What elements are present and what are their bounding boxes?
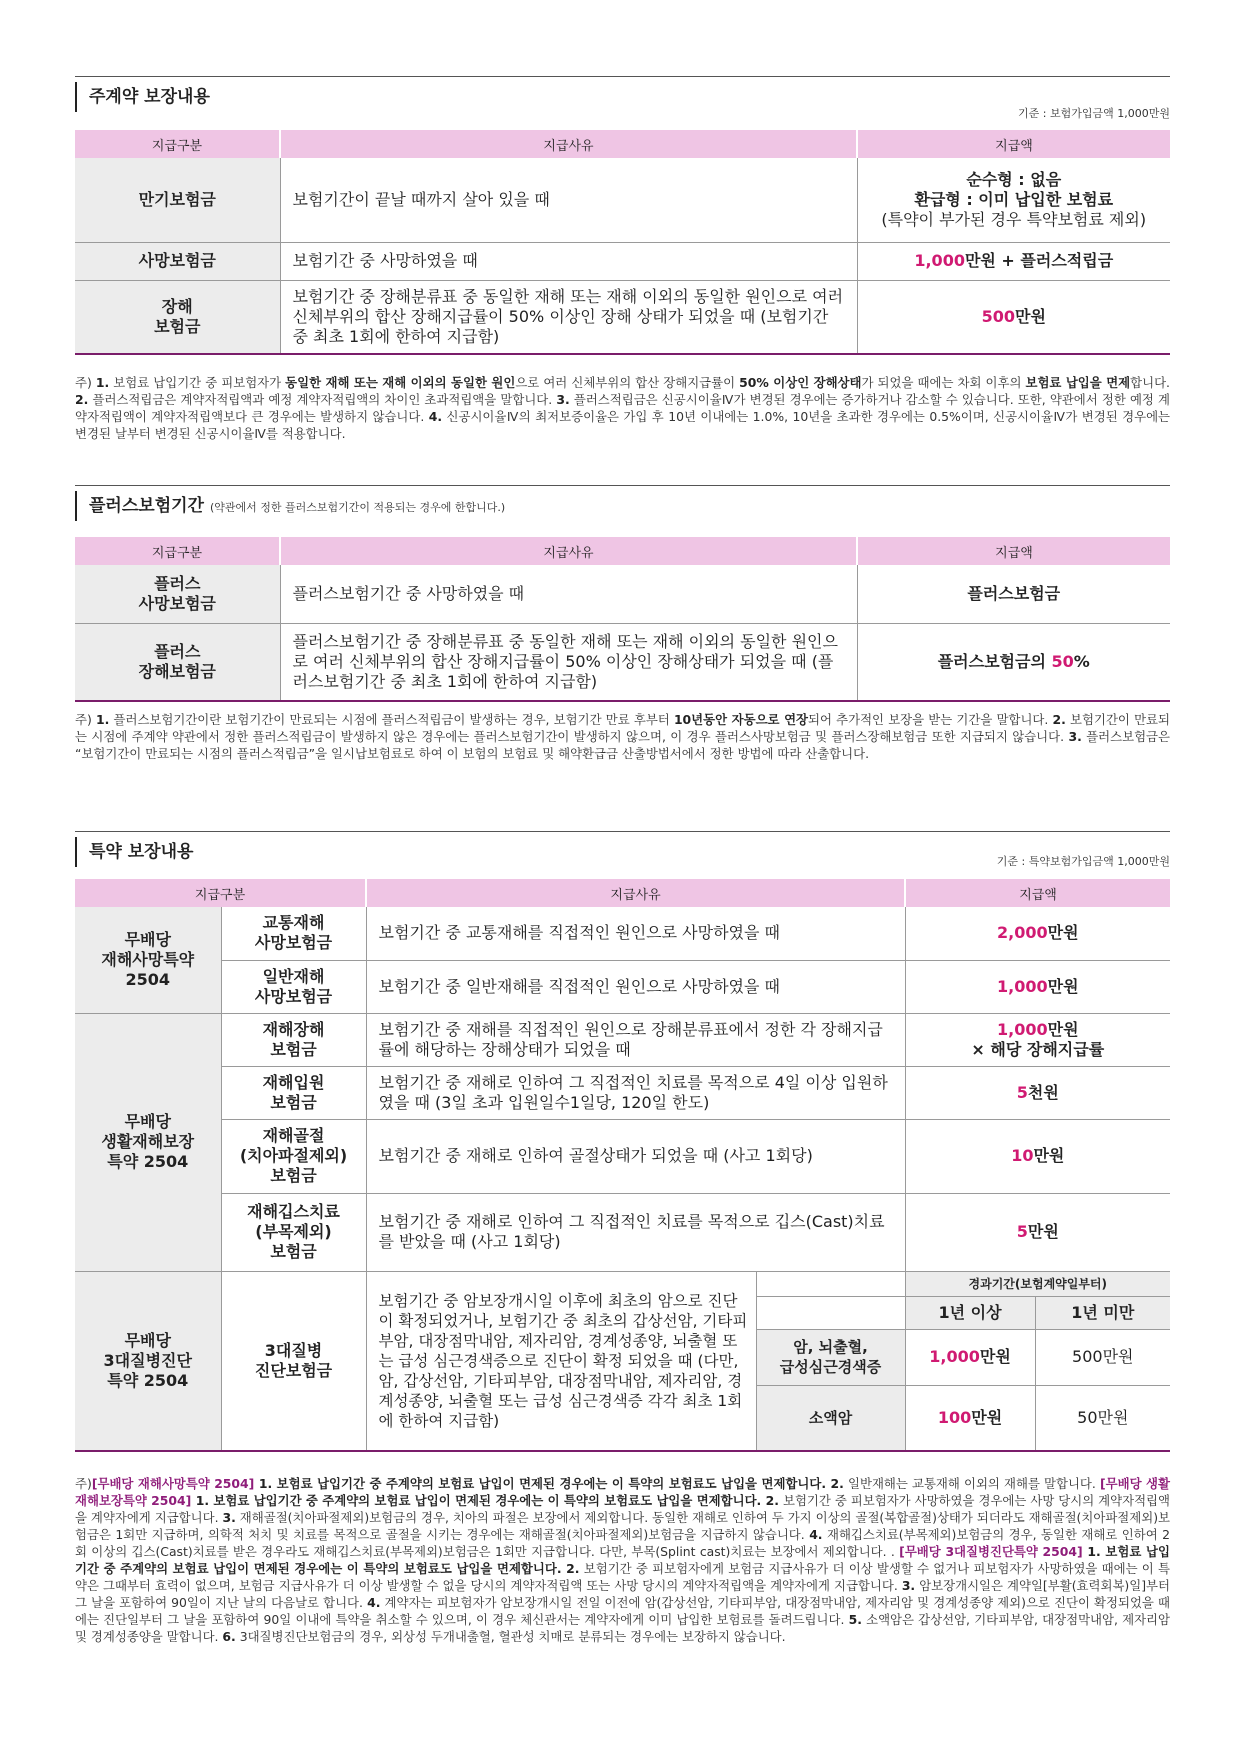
amount-unit: 만원 <box>1033 1146 1065 1165</box>
group-name-line: 특약 2504 <box>107 1152 189 1171</box>
amount-cell <box>857 623 1170 701</box>
reason-cell: 보험기간 중 일반재해를 직접적인 원인으로 사망하였을 때 <box>366 960 905 1013</box>
note-text: 가 되었을 때에는 차회 이후의 <box>861 375 1026 390</box>
reason-cell: 보험기간 중 사망하였을 때 <box>280 242 857 280</box>
main-basis: 기준 : 보험가입금액 1,000만원 <box>1018 107 1170 120</box>
disease-type-line: 암, 뇌출혈, <box>793 1338 868 1356</box>
note-prefix: 주) <box>75 375 96 390</box>
note-text: 보험기간 중 피보험자가 사망하였을 경우에는 사망 당시의 계약자적립액을 계약자에게 지급합니다. <box>75 1493 1171 1525</box>
group-name-line: 재해사망특약 <box>101 949 195 969</box>
amount-line: 순수형 : 없음 <box>966 169 1062 189</box>
note-number: 4. <box>428 409 443 424</box>
reason-cell: 보험기간 중 교통재해를 직접적인 원인으로 사망하였을 때 <box>366 907 905 960</box>
col-header-amount: 지급액 <box>857 537 1170 565</box>
note-text: 계약자는 피보험자가 암보장개시일 전일 이전에 암(갑상선암, 기타피부암, 대장점막내암, 제자리암 및 경계성종양 제외)으로 진단이 확정되었을 때에는 진단일부터 그 날을 포함하여 90일 이내에 특약을 취소할 수 있으며, 이 경우 체신관서는 계약자에게 이미 납입한 보험료를 돌려드립니다. <box>75 1595 1170 1627</box>
section-title-rider <box>75 837 193 867</box>
category-line: 보험금 <box>270 1166 317 1185</box>
amount-cell <box>905 1119 1170 1193</box>
section-rule-main <box>75 76 1170 77</box>
category-line: (부목제외) <box>255 1222 332 1241</box>
category-cell <box>221 1013 366 1066</box>
amount-value: 1,000 <box>929 1347 980 1366</box>
note-text: 재해깁스치료(부목제외)보험금의 경우, 동일한 재해로 인하여 2회 이상의 깁스(Cast)치료를 받은 경우라도 재해깁스치료(부목제외)보험금은 1회만 지급합니다. 다만, 부목(Splint cast)치료는 보장에서 제외합니다. . <box>75 1527 1170 1559</box>
note-text: 플러스보험기간이란 보험기간이 만료되는 시점에 플러스적립금이 발생하는 경우, 보험기간 만료 후부터 <box>109 712 674 727</box>
table-row <box>75 960 1170 1013</box>
amount-cell <box>905 1329 1035 1385</box>
rider-title: 특약 보장내용 <box>89 842 194 862</box>
note-bold: 동일한 재해 또는 재해 이외의 동일한 원인 <box>285 375 516 390</box>
category-cell: 사망보험금 <box>75 242 280 280</box>
amount-unit: 만원 <box>1027 1222 1059 1241</box>
category-line: 진단보험금 <box>254 1360 333 1380</box>
category-line: 장해 <box>161 296 193 316</box>
period-col-2: 1년 미만 <box>1035 1296 1170 1329</box>
reason-cell: 보험기간 중 암보장개시일 이후에 최초의 암으로 진단이 확정되었거나, 보험기간 중 최초의 갑상선암, 기타피부암, 대장점막내암, 제자리암, 경계성종양, 뇌출혈 또는 급성 심근경색증으로 진단이 확정 되었을 때 (다만, 암, 갑상선암, 기타피부암, 대장점막내암, 제자리암, 경계성종양, 뇌출혈 또는 급성 심근경색증 각각 최초 1회에 한하여 지급함) <box>366 1271 756 1451</box>
amount-cell <box>857 242 1170 280</box>
reason-cell: 보험기간 중 재해로 인하여 골절상태가 되었을 때 (사고 1회당) <box>366 1119 905 1193</box>
note-number: 1. <box>95 712 110 727</box>
note-rider-name: [무배당 재해사망특약 2504] <box>91 1476 255 1491</box>
rider-footnote <box>75 1475 1170 1645</box>
col-header-reason: 지급사유 <box>366 879 905 907</box>
amount-cell: 50만원 <box>1035 1385 1170 1451</box>
category-cell <box>221 1119 366 1193</box>
col-header-category: 지급구분 <box>75 130 280 158</box>
category-cell <box>75 623 280 701</box>
amount-cell <box>905 1385 1035 1451</box>
note-number: 2. <box>761 1493 779 1508</box>
col-header-amount: 지급액 <box>905 879 1170 907</box>
amount-unit: 만원 <box>1047 923 1079 943</box>
amount-value: 1,000 <box>997 976 1048 996</box>
disease-type-cell <box>756 1329 905 1385</box>
note-bold: 보험료 납입기간 중 주계약의 보험료 납입이 면제된 경우에는 이 특약의 보험료도 납입을 면제합니다. <box>75 1544 1170 1576</box>
category-line: (치아파절제외) <box>239 1146 348 1165</box>
amount-value: 5 <box>1016 1222 1028 1241</box>
amount-prefix: 플러스보험금의 <box>937 651 1052 671</box>
amount-unit: 만원 + 플러스적립금 <box>964 251 1114 270</box>
period-col-1: 1년 이상 <box>905 1296 1035 1329</box>
amount-cell: 500만원 <box>1035 1329 1170 1385</box>
group-name-line: 무배당 <box>124 1330 171 1350</box>
disease-type-line: 급성심근경색증 <box>779 1358 882 1376</box>
table-row <box>75 1271 1170 1296</box>
table-row <box>75 1066 1170 1119</box>
amount-value: 10 <box>1011 1146 1034 1165</box>
note-number: 3. <box>222 1510 236 1525</box>
note-text: 소액암은 갑상선암, 기타피부암, 대장점막내암, 제자리암 및 경계성종양을 말합니다. <box>75 1612 1170 1644</box>
section-rule-rider <box>75 831 1170 832</box>
amount-line <box>914 1020 1163 1040</box>
main-benefit-table <box>75 130 1170 355</box>
col-header-category: 지급구분 <box>75 879 366 907</box>
note-prefix: 주) <box>75 712 96 727</box>
section-title-main <box>75 82 210 112</box>
note-number: 3. <box>1068 729 1082 744</box>
note-bold: 보험료 납입기간 중 주계약의 보험료 납입이 면제된 경우에는 이 특약의 보험료도 납입을 면제합니다. <box>209 1493 762 1508</box>
table-row <box>75 1013 1170 1066</box>
amount-cell <box>905 960 1170 1013</box>
note-number: 2. <box>826 1476 844 1491</box>
note-text: 3대질병진단보험금의 경우, 외상성 두개내출혈, 혈관성 치매로 분류되는 경우에는 보장하지 않습니다. <box>235 1629 786 1644</box>
group-name-line: 3대질병진단 <box>103 1350 192 1370</box>
section-rule-plus <box>75 485 1170 486</box>
category-line: 재해입원 <box>262 1072 325 1092</box>
blank-cell <box>756 1271 905 1296</box>
note-bold: 보험료 납입기간 중 주계약의 보험료 납입이 면제된 경우에는 이 특약의 보험료도 납입을 면제합니다. <box>272 1476 827 1491</box>
amount-value: 2,000 <box>997 923 1048 943</box>
category-cell <box>221 907 366 960</box>
note-bold: 보험료 납입을 면제 <box>1025 375 1131 390</box>
rider-group-name <box>75 1271 221 1451</box>
table-row <box>75 623 1170 701</box>
group-name-line: 생활재해보장 <box>101 1132 195 1151</box>
note-text: 암보장개시일은 계약일[부활(효력회복)일]부터 그 날을 포함하여 90일이 지난 날의 다음날로 합니다. <box>75 1578 1170 1610</box>
table-row <box>75 242 1170 280</box>
col-header-reason: 지급사유 <box>280 130 857 158</box>
note-text: 되어 추가적인 보장을 받는 기간을 말합니다. <box>808 712 1053 727</box>
disease-type-cell: 소액암 <box>756 1385 905 1451</box>
note-number: 2. <box>75 392 89 407</box>
amount-unit: 만원 <box>1047 1019 1079 1039</box>
amount-unit: 만원 <box>1047 976 1079 996</box>
category-line: 교통재해 <box>262 913 325 933</box>
category-cell <box>75 280 280 354</box>
blank-cell <box>756 1296 905 1329</box>
amount-value: 1,000 <box>914 251 965 270</box>
note-number: 2. <box>1052 712 1066 727</box>
amount-unit: 만원 <box>971 1407 1003 1427</box>
category-line: 재해깁스치료 <box>247 1202 340 1221</box>
amount-cell <box>905 1066 1170 1119</box>
col-header-reason: 지급사유 <box>280 537 857 565</box>
category-cell <box>221 1066 366 1119</box>
amount-unit: % <box>1073 651 1090 671</box>
amount-line: (특약이 부가된 경우 특약보험료 제외) <box>881 209 1147 229</box>
note-number: 4. <box>367 1595 381 1610</box>
note-text: 일반재해는 교통재해 이외의 재해를 말합니다. <box>843 1476 1100 1491</box>
main-title: 주계약 보장내용 <box>89 87 210 107</box>
table-row <box>75 158 1170 242</box>
category-line: 재해골절 <box>262 1126 325 1145</box>
note-number: 3. <box>901 1578 916 1593</box>
category-cell <box>221 1193 366 1271</box>
category-line: 보험금 <box>270 1242 317 1261</box>
amount-value: 50 <box>1051 651 1074 671</box>
category-line: 플러스 <box>154 573 201 593</box>
category-line: 일반재해 <box>262 966 325 986</box>
category-line: 사망보험금 <box>254 933 333 953</box>
amount-value: 500 <box>981 306 1015 326</box>
category-cell: 만기보험금 <box>75 158 280 242</box>
reason-cell: 보험기간 중 재해를 직접적인 원인으로 장해분류표에서 정한 각 장해지급률에 해당하는 장해상태가 되었을 때 <box>366 1013 905 1066</box>
category-line: 장해보험금 <box>138 661 216 681</box>
table-row <box>75 907 1170 960</box>
table-row <box>75 1119 1170 1193</box>
category-cell <box>221 960 366 1013</box>
note-text: 보험기간 중 피보험자에게 보험금 지급사유가 더 이상 발생할 수 없거나 피보험자가 사망하였을 때에는 이 특약은 그때부터 효력이 없으며, 보험금 지급사유가 더 이상 발생할 수 없을 당시의 계약자적립액 또는 사망 당시의 계약자적립액을 계약자에게 지급합니다. <box>75 1561 1170 1593</box>
reason-cell: 보험기간 중 재해로 인하여 그 직접적인 치료를 목적으로 4일 이상 입원하였을 때 (3일 초과 입원일수1일당, 120일 한도) <box>366 1066 905 1119</box>
note-bold: 10년동안 자동으로 연장 <box>673 712 809 727</box>
note-text: 플러스적립금은 계약자적립액과 예정 계약자적립액의 차이인 초과적립액을 말합니다. <box>88 392 557 407</box>
reason-cell: 플러스보험기간 중 장해분류표 중 동일한 재해 또는 재해 이외의 동일한 원인으로 여러 신체부위의 합산 장해지급률이 50% 이상인 장해상태가 되었을 때 (플러스보험기간 중 최초 1회에 한하여 지급함) <box>280 623 857 701</box>
note-number: 1. <box>254 1476 273 1491</box>
note-number: 1. <box>1082 1544 1101 1559</box>
category-line: 플러스 <box>154 641 201 661</box>
note-text: 신공시이율Ⅳ의 최저보증이율은 가입 후 10년 이내에는 1.0%, 10년을 초과한 경우에는 0.5%이며, 신공시이율Ⅳ가 변경된 경우에는 변경된 날부터 변경된 신공시이율Ⅳ를 적용합니다. <box>75 409 1171 441</box>
amount-cell <box>857 280 1170 354</box>
amount-line: × 해당 장해지급률 <box>971 1039 1105 1059</box>
amount-cell <box>857 158 1170 242</box>
reason-cell: 보험기간 중 재해로 인하여 그 직접적인 치료를 목적으로 깁스(Cast)치료를 받았을 때 (사고 1회당) <box>366 1193 905 1271</box>
amount-unit: 천원 <box>1027 1082 1059 1102</box>
category-line: 사망보험금 <box>138 593 216 613</box>
plus-title: 플러스보험기간 <box>89 496 204 516</box>
note-rider-name: [무배당 생활재해보장특약 2504] <box>75 1476 1170 1508</box>
note-text: 으로 여러 신체부위의 합산 장해지급률이 <box>515 375 740 390</box>
category-line: 3대질병 <box>264 1340 323 1360</box>
plus-benefit-table <box>75 537 1170 702</box>
note-text: 보험기간이 만료되는 시점에 주계약 약관에서 정한 플러스적립금이 발생하지 않은 경우에는 플러스보험기간이 발생하지 않으며, 이 경우 플러스사망보험금 및 플러스장해보험금 또한 지급되지 않습니다. <box>75 712 1170 744</box>
rider-basis: 기준 : 특약보험가입금액 1,000만원 <box>996 855 1170 868</box>
amount-cell <box>905 1013 1170 1066</box>
note-text: 재해골절(치아파절제외)보험금의 경우, 치아의 파절은 보장에서 제외합니다. 동일한 재해로 인하여 두 가지 이상의 골절(복합골절)상태가 되더라도 재해골절(치아파절제외)보험금은 1회만 지급하며, 의학적 처치 및 치료를 목적으로 골절을 시키는 경우에는 재해골절(치아파절제외)보험금을 지급하지 않습니다. <box>75 1510 1170 1542</box>
note-number: 4. <box>809 1527 823 1542</box>
note-text: 플러스보험금은 “보험기간이 만료되는 시점의 플러스적립금”을 일시납보험료로 하여 이 보험의 보험료 및 해약환급금 산출방법서에서 정한 방법에 따라 산출합니다. <box>75 729 1170 761</box>
rider-group-name <box>75 907 221 1013</box>
plus-subtitle: (약관에서 정한 플러스보험기간이 적용되는 경우에 한합니다.) <box>209 501 506 514</box>
group-name-line: 무배당 <box>124 929 171 949</box>
note-prefix: 주) <box>75 1476 92 1491</box>
amount-value: 100 <box>937 1407 972 1427</box>
reason-cell: 플러스보험기간 중 사망하였을 때 <box>280 565 857 623</box>
category-line: 보험금 <box>270 1039 317 1059</box>
category-cell <box>221 1271 366 1451</box>
note-text: 보험료 납입기간 중 피보험자가 <box>109 375 286 390</box>
amount-value: 5 <box>1016 1082 1028 1102</box>
note-number: 3. <box>556 392 570 407</box>
note-rider-name: [무배당 3대질병진단특약 2504] <box>899 1544 1083 1559</box>
col-header-amount: 지급액 <box>857 130 1170 158</box>
amount-cell <box>905 907 1170 960</box>
group-name-line: 특약 2504 <box>107 1370 189 1390</box>
note-bold: 50% 이상인 장해상태 <box>739 375 862 390</box>
reason-cell: 보험기간이 끝날 때까지 살아 있을 때 <box>280 158 857 242</box>
group-name-line: 2504 <box>125 969 171 989</box>
rider-benefit-table <box>75 879 1170 1452</box>
category-line: 재해장해 <box>262 1019 325 1039</box>
plus-footnote <box>75 711 1170 762</box>
amount-line: 환급형 : 이미 납입한 보험료 <box>914 189 1114 209</box>
note-number: 2. <box>561 1561 580 1576</box>
amount-unit: 만원 <box>1014 306 1046 326</box>
table-row <box>75 565 1170 623</box>
note-number: 6. <box>222 1629 236 1644</box>
note-text: 합니다. <box>1130 375 1170 390</box>
note-number: 5. <box>848 1612 862 1627</box>
amount-unit: 만원 <box>979 1347 1011 1366</box>
note-text: 플러스적립금은 신공시이율Ⅳ가 변경된 경우에는 증가하거나 감소할 수 있습니다. 또한, 약관에서 정한 예정 계약자적립액이 계약자적립액보다 큰 경우에는 발생하지 않습니다. <box>75 392 1170 424</box>
category-line: 보험금 <box>154 316 201 336</box>
rider-group-name <box>75 1013 221 1271</box>
category-line: 사망보험금 <box>254 986 333 1006</box>
group-name-line: 무배당 <box>124 1112 171 1131</box>
category-line: 보험금 <box>270 1092 317 1112</box>
note-number: 1. <box>95 375 110 390</box>
col-header-category: 지급구분 <box>75 537 280 565</box>
reason-cell: 보험기간 중 장해분류표 중 동일한 재해 또는 재해 이외의 동일한 원인으로 여러 신체부위의 합산 장해지급률이 50% 이상인 장해 상태가 되었을 때 (보험기간 중 최초 1회에 한하여 지급함) <box>280 280 857 354</box>
main-footnote <box>75 374 1170 442</box>
table-row <box>75 280 1170 354</box>
amount-value: 1,000 <box>997 1019 1048 1039</box>
category-cell <box>75 565 280 623</box>
period-header: 경과기간(보험계약일부터) <box>905 1271 1170 1296</box>
amount-cell: 플러스보험금 <box>857 565 1170 623</box>
amount-cell <box>905 1193 1170 1271</box>
table-row <box>75 1193 1170 1271</box>
section-title-plus <box>75 491 505 521</box>
note-number: 1. <box>191 1493 210 1508</box>
